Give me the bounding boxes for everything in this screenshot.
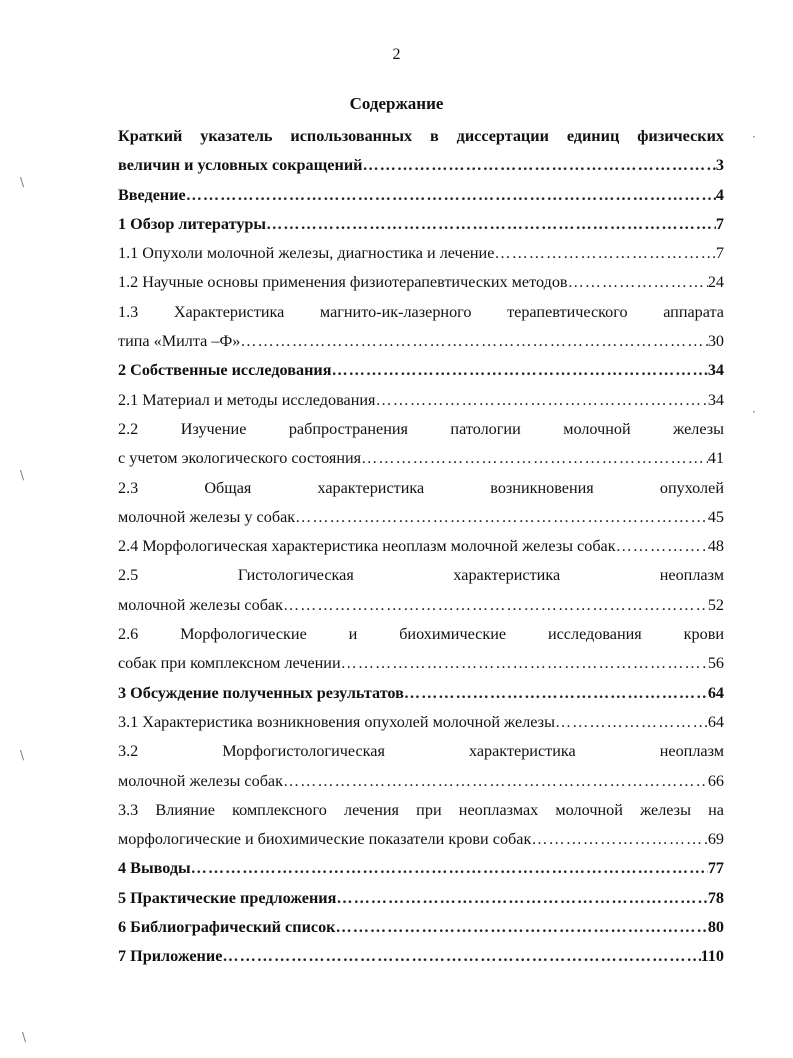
- page-number: 2: [392, 46, 401, 63]
- toc-entry: [118, 767, 724, 796]
- dot-leader: [362, 151, 715, 180]
- toc-entry-title: молочной железы собак: [118, 771, 283, 790]
- toc-entry-page: 3: [715, 156, 724, 175]
- toc-entry-title: 3 Обсуждение полученных результатов: [118, 683, 404, 702]
- toc-entry-page: 64: [707, 683, 724, 702]
- toc-entry-title: собак при комплексном лечении: [118, 654, 341, 673]
- dot-leader: [531, 825, 707, 854]
- dot-leader: [361, 444, 708, 473]
- dot-leader: [186, 181, 716, 210]
- toc-entry-page: 24: [707, 273, 724, 292]
- dot-leader: [331, 356, 707, 385]
- toc-entry: [118, 620, 724, 649]
- dot-leader: [376, 386, 708, 415]
- toc-entry: [118, 474, 724, 503]
- scan-mark: \: [20, 175, 25, 189]
- toc-entry-title: 2.6 Морфологические и биохимические исследования крови: [118, 625, 724, 644]
- toc-entry-page: 30: [707, 332, 724, 351]
- toc-entry-title: 2.5 Гистологическая характеристика неоплазм: [118, 566, 724, 585]
- toc-entry: [118, 561, 724, 590]
- toc-entry-title: 1.1 Опухоли молочной железы, диагностика и лечение: [118, 244, 495, 263]
- toc-entry: [118, 796, 724, 825]
- toc-entry: [118, 268, 724, 297]
- dot-leader: [336, 913, 708, 942]
- toc-entry: [118, 415, 724, 444]
- dot-leader: [616, 532, 708, 561]
- toc-entry-title: 4 Выводы: [118, 859, 191, 878]
- toc-entry: [118, 679, 724, 708]
- toc-entry: [118, 298, 724, 327]
- toc-entry: [118, 737, 724, 766]
- toc-entry-page: 4: [715, 185, 724, 204]
- toc-entry: [118, 386, 724, 415]
- toc-entry: [118, 444, 724, 473]
- dot-leader: [240, 327, 707, 356]
- toc-entry-page: 80: [707, 918, 724, 937]
- toc-entry: [118, 854, 724, 883]
- toc-entry-page: 66: [707, 771, 724, 790]
- toc-entry: [118, 649, 724, 678]
- toc-entry: [118, 913, 724, 942]
- dot-leader: [295, 503, 708, 532]
- toc-entry-title: с учетом экологического состояния: [118, 449, 362, 468]
- dot-leader: [191, 854, 708, 883]
- toc-entry: [118, 239, 724, 268]
- toc-entry-title: 1 Обзор литературы: [118, 214, 267, 233]
- toc-heading: Содержание: [349, 94, 444, 113]
- toc-entry-page: 41: [707, 449, 724, 468]
- toc-entry-title: 3.3 Влияние комплексного лечения при неоплазмах молочной железы на: [118, 800, 724, 819]
- toc-entry-page: 48: [707, 537, 724, 556]
- toc-entry: [118, 356, 724, 385]
- toc-entry-title: 3.2 Морфогистологическая характеристика неоплазм: [118, 742, 724, 761]
- toc-entry: [118, 708, 724, 737]
- dot-leader: [568, 268, 708, 297]
- toc-entry: [118, 210, 724, 239]
- toc-entry-title: 2.4 Морфологическая характеристика неоплазм молочной железы собак: [118, 537, 616, 556]
- toc-entry-title: Введение: [118, 185, 186, 204]
- toc-entry-title: 7 Приложение: [118, 947, 223, 966]
- scan-mark: \: [20, 748, 25, 762]
- toc-entry-page: 7: [715, 214, 724, 233]
- toc-entry-page: 69: [707, 830, 724, 849]
- toc-entry-page: 77: [707, 859, 724, 878]
- toc-entry-title: 5 Практические предложения: [118, 888, 337, 907]
- toc-entry: [118, 151, 724, 180]
- dot-leader: [555, 708, 708, 737]
- toc-entry-page: 7: [715, 244, 724, 263]
- toc-entry-title: морфологические и биохимические показатели крови собак: [118, 830, 532, 849]
- dot-leader: [283, 591, 708, 620]
- toc-entry: [118, 884, 724, 913]
- toc-entry-title: величин и условных сокращений: [118, 156, 363, 175]
- toc-entry-title: 2.3 Общая характеристика возникновения опухолей: [118, 478, 724, 497]
- toc-entry-title: молочной железы собак: [118, 595, 283, 614]
- dot-leader: [336, 884, 707, 913]
- toc-entry-title: 1.3 Характеристика магнито-ик-лазерного терапевтического аппарата: [118, 302, 724, 321]
- toc-entry-title: 2.1 Материал и методы исследования: [118, 390, 376, 409]
- scan-mark: \: [22, 1030, 27, 1044]
- toc-entry-page: 34: [707, 361, 724, 380]
- dot-leader: [222, 942, 700, 971]
- toc-entry-page: 45: [707, 507, 724, 526]
- toc-entry-title: 2.2 Изучение рабпространения патологии молочной железы: [118, 419, 724, 438]
- dot-leader: [266, 210, 716, 239]
- toc-entry: [118, 503, 724, 532]
- toc-entry: [118, 942, 724, 971]
- toc-entry: [118, 181, 724, 210]
- toc-entry-page: 56: [707, 654, 724, 673]
- toc-entry-title: Краткий указатель использованных в диссертации единиц физических: [118, 127, 724, 145]
- dot-leader: [341, 649, 708, 678]
- toc-entry: [118, 122, 724, 151]
- scan-mark: ·: [752, 130, 756, 144]
- scan-mark: \: [20, 468, 25, 482]
- toc-entry-title: 3.1 Характеристика возникновения опухолей молочной железы: [118, 712, 555, 731]
- toc-entry-title: 1.2 Научные основы применения физиотерапевтических методов: [118, 273, 568, 292]
- toc-entry-page: 110: [700, 947, 724, 966]
- dot-leader: [404, 679, 708, 708]
- scan-mark: ·: [752, 405, 756, 419]
- toc-entry: [118, 327, 724, 356]
- toc-entry-title: молочной железы у собак: [118, 507, 296, 526]
- dot-leader: [283, 767, 708, 796]
- toc-entry-page: 52: [707, 595, 724, 614]
- toc-entry-page: 78: [707, 888, 724, 907]
- toc-entry: [118, 591, 724, 620]
- toc-entry-title: типа «Милта –Ф»: [118, 332, 241, 351]
- dot-leader: [494, 239, 716, 268]
- table-of-contents: [118, 122, 724, 972]
- toc-entry: [118, 532, 724, 561]
- toc-entry-title: 6 Библиографический список: [118, 918, 336, 937]
- toc-entry: [118, 825, 724, 854]
- toc-entry-page: 34: [707, 390, 724, 409]
- toc-entry-page: 64: [707, 712, 724, 731]
- toc-entry-title: 2 Собственные исследования: [118, 361, 332, 380]
